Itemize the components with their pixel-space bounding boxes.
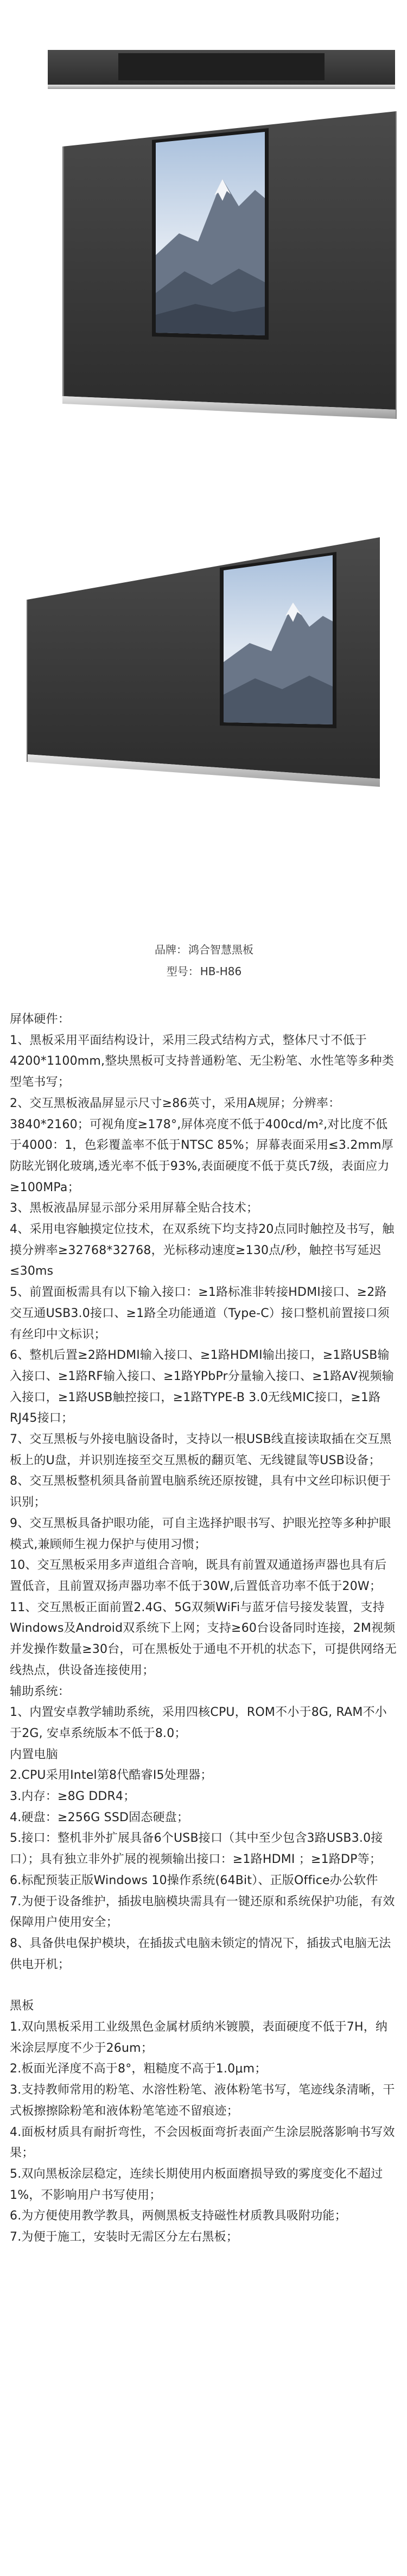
screen-heading: 屏体硬件： [10,1013,71,1026]
brand-line [0,939,407,961]
spec-section [10,1009,397,2567]
spec-item: 9、交互黑板具备护眼功能，可自主选择护眼书写、护眼光控等多种护眼模式,兼顾师生视力保护与使用习惯； [10,1516,391,1551]
model-value: HB-H86 [200,965,242,978]
spec-item: 10、交互黑板采用多声道组合音响，既具有前置双通道扬声器也具有后置低音，且前置双扬声器功率不低于30W,后置低音功率不低于20W； [10,1559,387,1593]
assist-heading: 辅助系统： [10,1684,71,1699]
spec-item: 1、内置安卓教学辅助系统，采用四核CPU，ROM不小于8G, RAM不小于2G, 安卓系统版本不低于8.0； [10,1706,387,1740]
board-heading: 黑板 [10,1999,34,2013]
model-line [0,961,407,982]
spec-item: 5、前置面板需具有以下输入接口：≥1路标准非转接HDMI接口、≥2路交互通USB3.0接口、≥1路全功能通道（Type-C）接口整机前置接口须有丝印中文标识； [10,1286,390,1341]
spec-item: 3、黑板液晶屏显示部分采用屏幕全贴合技术； [10,1201,259,1216]
spec-item: 2.CPU采用Intel第8代酷睿I5处理器； [10,1769,213,1783]
spec-item: 4.面板材质具有耐折弯性，不会因板面弯折表面产生涂层脱落影响书写效果； [10,2125,395,2160]
spec-item: 内置电脑 [10,1747,58,1761]
brand-value: 鸿合智慧黑板 [188,943,253,956]
spec-item: 1、黑板采用平面结构设计，采用三段式结构方式，整体尺寸不低于4200*1100mm,整块黑板可支持普通粉笔、无尘粉笔、水性笔等多种类型笔书写； [10,1033,395,1090]
model-label: 型号： [166,965,199,978]
spec-item: 4、采用电容触摸定位技术，在双系统下均支持20点同时触控及书写，触摸分辨率≥32768*32768，光标移动速度≥130点/秒，触控书写延迟≤30ms [10,1223,395,1279]
spec-item: 7.为便于设备维护，插拔电脑模块需具有一键还原和系统保护功能，有效保障用户使用安全； [10,1894,395,1930]
spec-item: 3.支持教师常用的粉笔、水溶性粉笔、液体粉笔书写，笔迹线条清晰，干式板擦擦除粉笔和液体粉笔笔迹不留痕迹； [10,2083,395,2118]
spec-item: 6.标配预装正版Windows 10操作系统(64Bit）、正版Office办公软件 [10,1873,378,1887]
spec-item: 2、交互黑板液晶屏显示尺寸≥86英寸，采用A规屏；分辨率：3840*2160；可视角度≥178°,屏体亮度不低于400cd/m²,对比度不低于4000：1，色彩覆盖率不低于NTSC 85%；屏幕表面采用≤3.2mm厚防眩光钢化玻璃,透光率不低于93%,表面硬度不低于莫氏7级，表面应力≥100MPa； [10,1096,393,1194]
blackboard-photo-angled [0,499,407,944]
mountain-landscape-image [156,132,265,335]
spec-item: 1.双向黑板采用工业级黑色金属材质纳米镀膜，表面硬度不低于7H，纳米涂层厚度不少于26um； [10,2020,388,2055]
section-gap [10,1975,397,1996]
spec-item: 7、交互黑板与外接电脑设备时，支持以一根USB线直接读取插在交互黑板上的U盘，并识别连接至交互黑板的翻页笔、无线键鼠等USB设备； [10,1433,392,1467]
product-info [0,939,407,982]
spec-item: 11、交互黑板正面前置2.4G、5G双频WiFi与蓝牙信号接发装置，支持Windows及Android双系统下上网；支持≥60台设备同时连接，2M视频并发操作数量≥30台，可在黑板处于通电不开机的状态下，可提供网络无线热点，供设备连接使用； [10,1600,397,1677]
spec-item: 3.内存：≥8G DDR4； [10,1790,136,1804]
spec-item: 2.板面光泽度不高于8°，粗糙度不高于1.0μm； [10,2062,267,2076]
spec-item: 4.硬盘：≥256G SSD固态硬盘； [10,1810,189,1824]
blackboard-illustration-angled [0,499,407,944]
spec-item: 5.双向黑板涂层稳定，连续长期使用内板面磨损导致的雾度变化不超过1%，不影响用户书写使用； [10,2167,383,2202]
mountain-landscape-image [224,555,333,724]
spec-item: 6、整机后置≥2路HDMI输入接口、≥1路HDMI输出接口，≥1路USB输入接口、≥1路RF输入接口、≥1路YPbPr分量输入接口、≥1路AV视频输入接口，≥1路USB触控接口，≥1路TYPE-B 3.0无线MIC接口，≥1路RJ45接口； [10,1349,394,1426]
blackboard-photo-perspective [0,0,407,499]
spec-item: 8、交互黑板整机须具备前置电脑系统还原按键，具有中文丝印标识便于识别； [10,1474,391,1510]
brand-label: 品牌： [155,943,187,956]
spec-item: 7.为便于施工，安装时无需区分左右黑板； [10,2230,238,2244]
spec-item: 6.为方便使用教学教具，两侧黑板支持磁性材质教具吸附功能； [10,2209,347,2223]
spec-item: 8、具备供电保护模块，在插拔式电脑未锁定的情况下，插拔式电脑无法供电开机； [10,1936,391,1971]
spec-item: 5.接口：整机非外扩展具备6个USB接口（其中至少包含3路USB3.0接口）；具有独立非外扩展的视频输出接口：≥1路HDMI ；≥1路DP等； [10,1831,383,1867]
blackboard-illustration [0,0,407,499]
